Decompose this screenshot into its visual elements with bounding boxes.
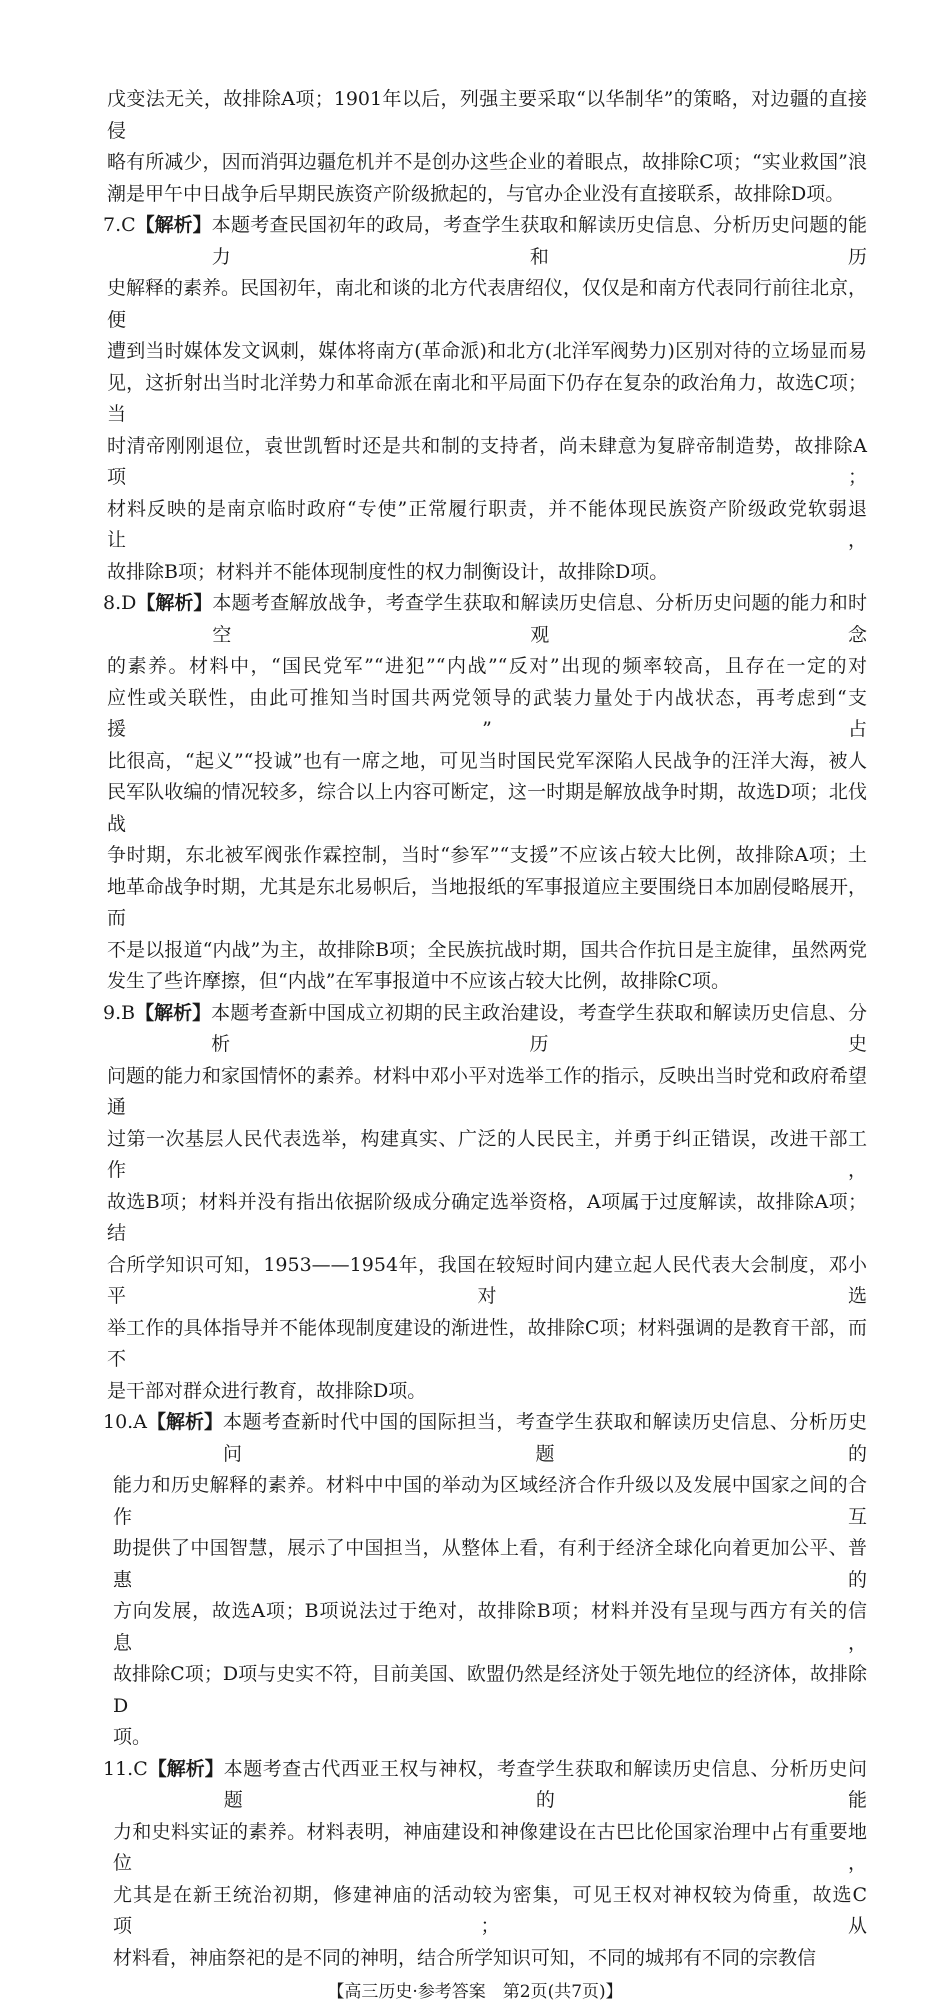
text-line: 发生了些许摩擦，但“内战”在军事报道中不应该占较大比例，故排除C项。 — [107, 970, 730, 992]
text-line: 方向发展，故选A项；B项说法过于绝对，故排除B项；材料并没有呈现与西方有关的信息， — [113, 1600, 867, 1654]
answer-number: 9.B — [103, 1001, 136, 1024]
answer-number: 7.C — [103, 214, 136, 236]
answer-item-header — [103, 588, 867, 651]
text-line: 助提供了中国智慧，展示了中国担当，从整体上看，有利于经济全球化向着更加公平、普惠的 — [113, 1537, 867, 1591]
text-line: 项。 — [113, 1726, 152, 1748]
answer-item-header — [103, 1754, 867, 1817]
text-line: 本题考查民国初年的政局，考查学生获取和解读历史信息、分析历史问题的能力和历 — [211, 214, 867, 268]
text-line: 本题考查新时代中国的国际担当，考查学生获取和解读历史信息、分析历史问题的 — [222, 1411, 867, 1465]
analysis-tag: 【解析】 — [147, 1757, 224, 1780]
analysis-tag: 【解析】 — [136, 592, 213, 614]
text-line: 比很高，“起义”“投诚”也有一席之地，可见当时国民党军深陷人民战争的汪洋大海，被人 — [107, 749, 867, 772]
text-line: 材料反映的是南京临时政府“专使”正常履行职责，并不能体现民族资产阶级政党软弱退让， — [107, 497, 867, 551]
text-line: 略有所减少，因而消弭边疆危机并不是创办这些企业的着眼点，故排除C项；“实业救国”浪 — [107, 151, 867, 173]
text-line: 史解释的素养。民国初年，南北和谈的北方代表唐绍仪，仅仅是和南方代表同行前往北京，便 — [107, 277, 868, 331]
text-line: 故排除B项；材料并不能体现制度性的权力制衡设计，故排除D项。 — [107, 560, 669, 583]
text-line: 材料看，神庙祭祀的是不同的神明，结合所学知识可知，不同的城邦有不同的宗教信 — [113, 1946, 817, 1969]
answer-item-header — [103, 998, 867, 1061]
text-line: 应性或关联性，由此可推知当时国共两党领导的武装力量处于内战状态，再考虑到“支援”占 — [107, 686, 867, 740]
page-footer: 【高三历史·参考答案 第2页(共7页)】 — [327, 1982, 623, 2002]
analysis-tag: 【解析】 — [135, 214, 212, 236]
text-line: 本题考查解放战争，考查学生获取和解读历史信息、分析历史问题的能力和时空观念 — [212, 592, 867, 646]
text-line: 合所学知识可知，1953——1954年，我国在较短时间内建立起人民代表大会制度，邓小平对选 — [107, 1253, 867, 1307]
text-line: 时清帝刚刚退位，袁世凯暂时还是共和制的支持者，尚未肆意为复辟帝制造势，故排除A项； — [107, 434, 867, 488]
text-line: 是干部对群众进行教育，故排除D项。 — [107, 1379, 427, 1402]
text-line: 本题考查新中国成立初期的民主政治建设，考查学生获取和解读历史信息、分析历史 — [211, 1001, 867, 1055]
text-line: 潮是甲午中日战争后早期民族资产阶级掀起的，与官办企业没有直接联系，故排除D项。 — [107, 182, 845, 205]
text-line: 力和史料实证的素养。材料表明，神庙建设和神像建设在古巴比伦国家治理中占有重要地位， — [113, 1820, 867, 1874]
text-line: 民军队收编的情况较多，综合以上内容可断定，这一时期是解放战争时期，故选D项；北伐战 — [107, 781, 867, 835]
answer-item-header — [103, 1407, 867, 1470]
text-line: 过第一次基层人民代表选举，构建真实、广泛的人民民主，并勇于纠正错误，改进干部工作， — [107, 1127, 867, 1181]
text-line: 地革命战争时期，尤其是东北易帜后，当地报纸的军事报道应主要围绕日本加剧侵略展开，而 — [107, 875, 868, 929]
text-line: 戊变法无关，故排除A项；1901年以后，列强主要采取“以华制华”的策略，对边疆的直接侵 — [107, 88, 867, 142]
text-line: 举工作的具体指导并不能体现制度建设的渐进性，故排除C项；材料强调的是教育干部，而不 — [107, 1316, 867, 1370]
answer-number: 11.C — [103, 1757, 148, 1780]
text-line: 的素养。材料中，“国民党军”“进犯”“内战”“反对”出现的频率较高，且存在一定的对 — [107, 655, 867, 677]
answer-item-header — [103, 210, 867, 273]
text-line: 故排除C项；D项与史实不符，目前美国、欧盟仍然是经济处于领先地位的经济体，故排除 D — [113, 1663, 867, 1717]
text-line: 争时期，东北被军阀张作霖控制，当时“参军”“支援”不应该占较大比例，故排除A项；土 — [107, 844, 867, 866]
text-line: 不是以报道“内战”为主，故排除B项；全民族抗战时期，国共合作抗日是主旋律，虽然两党 — [107, 938, 867, 961]
text-line: 遭到当时媒体发文讽刺，媒体将南方(革命派)和北方(北洋军阀势力)区别对待的立场显而易 — [107, 340, 867, 362]
text-line: 能力和历史解释的素养。材料中中国的举动为区域经济合作升级以及发展中国家之间的合作互 — [113, 1474, 867, 1528]
answer-number: 10.A — [103, 1411, 147, 1433]
answer-number: 8.D — [103, 592, 137, 614]
text-line: 故选B项；材料并没有指出依据阶级成分确定选举资格，A项属于过度解读，故排除A项；结 — [107, 1190, 867, 1244]
text-line: 尤其是在新王统治初期，修建神庙的活动较为密集，可见王权对神权较为倚重，故选C项；从 — [113, 1883, 867, 1937]
analysis-tag: 【解析】 — [146, 1411, 223, 1433]
text-line: 本题考查古代西亚王权与神权，考查学生获取和解读历史信息、分析历史问题的能 — [223, 1757, 867, 1811]
analysis-tag: 【解析】 — [135, 1001, 212, 1024]
text-line: 问题的能力和家国情怀的素养。材料中邓小平对选举工作的指示，反映出当时党和政府希望通 — [107, 1064, 868, 1118]
text-line: 见，这折射出当时北洋势力和革命派在南北和平局面下仍存在复杂的政治角力，故选C项；当 — [107, 371, 867, 425]
